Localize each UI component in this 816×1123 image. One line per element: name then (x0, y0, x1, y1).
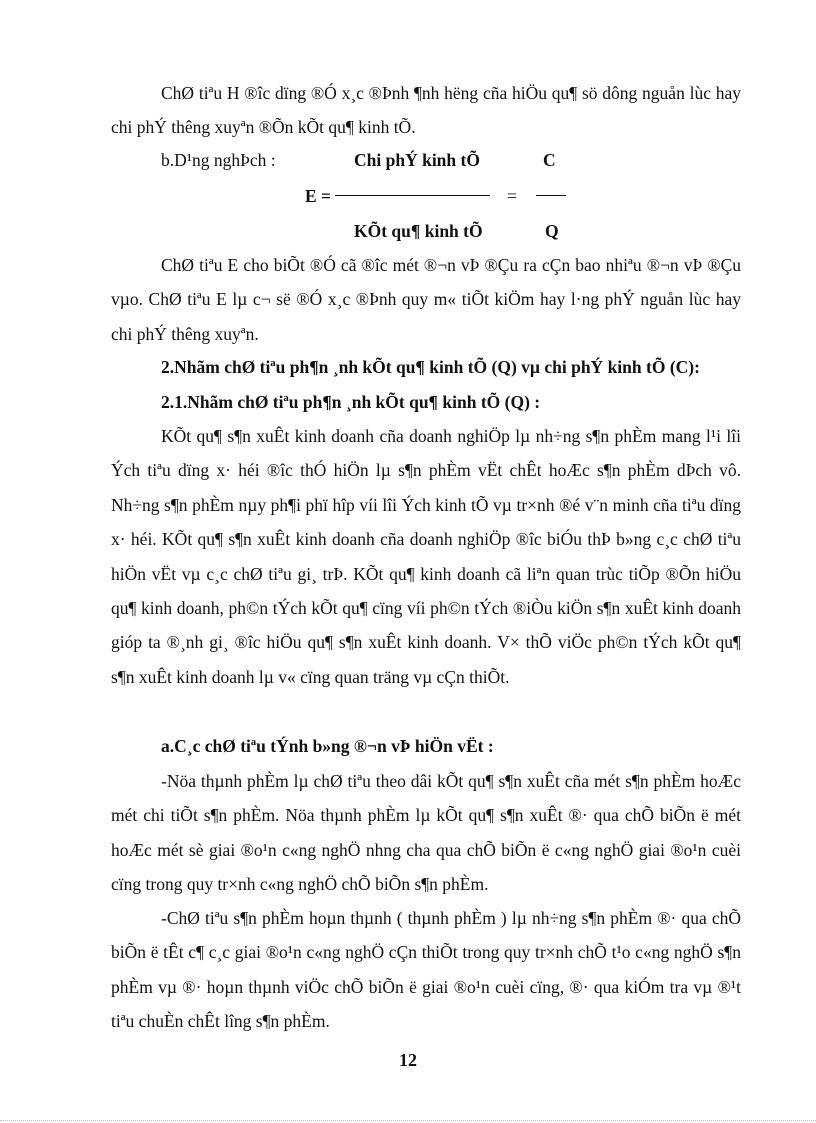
heading-section-2: 2.Nhãm chØ tiªu ph¶n ¸nh kÕt qu¶ kinh tÕ (Q) vµ chi phÝ kinh tÕ (C): (161, 357, 700, 377)
paragraph-h-indicator: ChØ tiªu H ®îc dïng ®Ó x¸c ®Þnh ¶nh hëng cña hiÖu qu¶ sö dông nguån lùc hay chi phÝ thêng xuyªn ®Õn kÕt qu¶ kinh tÕ. (111, 83, 741, 138)
formula-equals: = (507, 186, 517, 206)
heading-section-2-1: 2.1.Nhãm chØ tiªu ph¶n ¸nh kÕt qu¶ kinh tÕ (Q) : (161, 392, 541, 412)
fraction-bar (335, 195, 490, 196)
formula-lhs: E = (305, 186, 332, 206)
numerator-text: Chi phÝ kinh tÕ (354, 150, 480, 170)
paragraph-semi-finished: -Nöa thµnh phÈm lµ chØ tiªu theo dâi kÕt qu¶ s¶n xuÊt cña mét s¶n phÈm hoÆc mét chi tiÕt s¶n phÈm. Nöa thµnh phÈm lµ kÕt qu¶ s¶n xuÊt ®· qua chÕ biÕn ë mét hoÆc mét sè giai ®o¹n c«ng nghÖ nhng cha qua chÕ biÕn ë c«ng nghÖ giai ®o¹n cuèi cïng trong quy tr×nh c«ng nghÖ chÕ biÕn s¶n phÈm. (111, 771, 741, 895)
fraction-bar-symbolic (536, 195, 566, 196)
heading-subsection-a: a.C¸c chØ tiªu tÝnh b»ng ®¬n vÞ hiÖn vËt : (161, 736, 494, 756)
label-inverse-form: b.D¹ng nghÞch : (161, 150, 276, 170)
paragraph-finished: -ChØ tiªu s¶n phÈm hoµn thµnh ( thµnh phÈm ) lµ nh÷ng s¶n phÈm ®· qua chÕ biÕn ë tÊt c¶ c¸c giai ®o¹n c«ng nghÖ cÇn thiÕt trong quy tr×nh chÕ t¹o c«ng nghÖ s¶n phÈm vµ ®· hoµn thµnh viÖc chÕ biÕn ë giai ®o¹n cuèi cïng, ®· qua kiÓm tra vµ ®¹t tiªu chuÈn chÊt lîng s¶n phÈm. (111, 908, 741, 1032)
denominator-text: KÕt qu¶ kinh tÕ (354, 221, 483, 241)
page-bottom-divider (0, 1120, 816, 1121)
page-number: 12 (399, 1050, 417, 1070)
paragraph-results: KÕt qu¶ s¶n xuÊt kinh doanh cña doanh nghiÖp lµ nh÷ng s¶n phÈm mang l¹i lîi Ých tiªu dïng x· héi ®îc thÓ hiÖn lµ s¶n phÈm vËt chÊt hoÆc s¶n phÈm dÞch vô. Nh÷ng s¶n phÈm nµy ph¶i phï hîp víi lîi Ých kinh tÕ vµ tr×nh ®é v¨n minh cña tiªu dïng x· héi. KÕt qu¶ s¶n xuÊt kinh doanh cña doanh nghiÖp ®îc biÓu thÞ b»ng c¸c chØ tiªu hiÖn vËt vµ c¸c chØ tiªu gi¸ trÞ. KÕt qu¶ kinh doanh cã liªn quan trùc tiÕp ®Õn hiÖu qu¶ kinh doanh, ph©n tÝch kÕt qu¶ cïng víi ph©n tÝch ®iÒu kiÖn s¶n xuÊt kinh doanh gióp ta ®¸nh gi¸ ®îc hiÖu qu¶ s¶n xuÊt kinh doanh. V× thÕ viÖc ph©n tÝch kÕt qu¶ s¶n xuÊt kinh doanh lµ v« cïng quan träng vµ cÇn thiÕt. (111, 426, 741, 687)
denominator-symbol: Q (545, 221, 559, 241)
paragraph-e-indicator: ChØ tiªu E cho biÕt ®Ó cã ®îc mét ®¬n vÞ ®Çu ra cÇn bao nhiªu ®¬n vÞ ®Çu vµo. ChØ tiªu E lµ c¬ së ®Ó x¸c ®Þnh quy m« tiÕt kiÖm hay l·ng phÝ nguån lùc hay chi phÝ thêng xuyªn. (111, 255, 741, 344)
numerator-symbol: C (543, 150, 556, 170)
